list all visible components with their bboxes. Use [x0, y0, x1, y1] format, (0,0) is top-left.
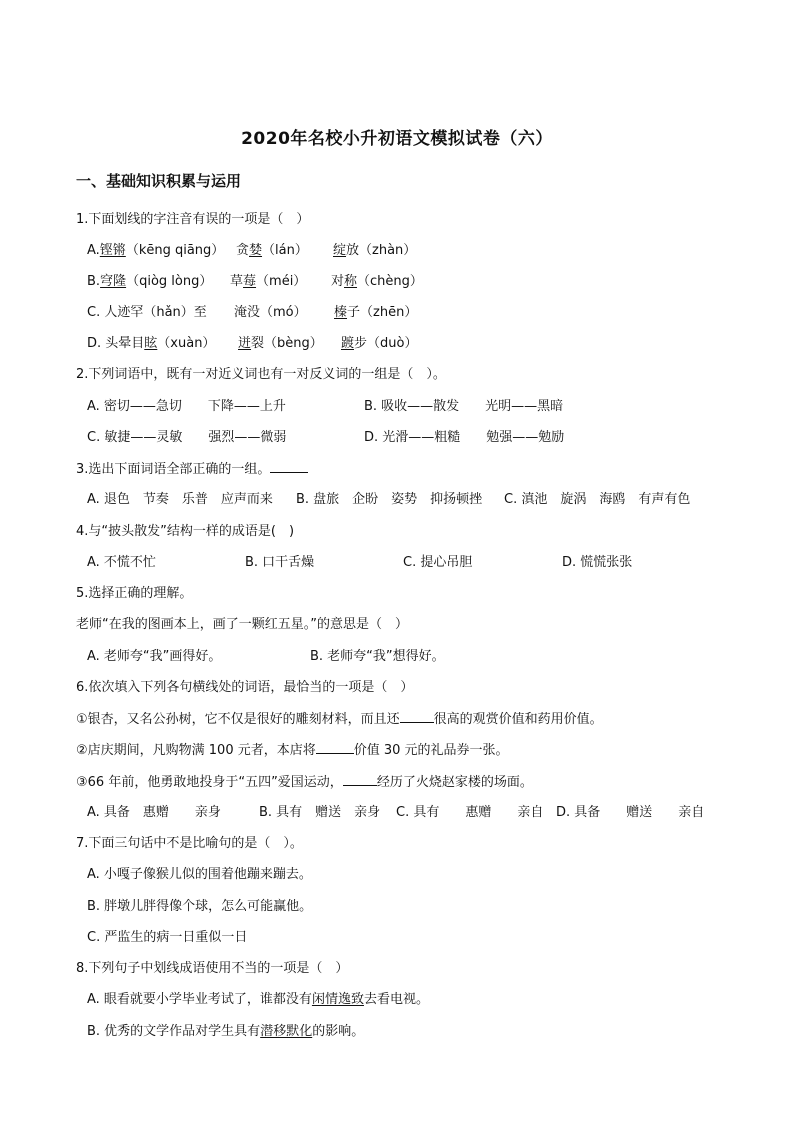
question-4-option-c: C. 提心吊胆	[403, 555, 473, 570]
question-7-option-a: A. 小嘎子像猴儿似的围着他蹦来蹦去。	[87, 867, 312, 882]
question-6-sentence-3: ③66 年前，他勇敢地投身于“五四”爱国运动， 经历了火烧赵家楼的场面。	[76, 775, 533, 790]
answer-blank	[343, 773, 377, 786]
question-7-option-b: B. 胖墩儿胖得像个球，怎么可能赢他。	[87, 899, 313, 914]
question-8-option-a: A. 眼看就要小学毕业考试了，谁都没有闲情逸致去看电视。	[87, 992, 429, 1007]
question-6-stem: 6.依次填入下列各句横线处的词语，最恰当的一项是（ ）	[76, 680, 414, 695]
question-7-option-c: C. 严监生的病一日重似一日	[87, 930, 248, 945]
question-5-stem: 5.选择正确的理解。	[76, 586, 193, 601]
answer-blank	[400, 710, 434, 723]
section-heading: 一、基础知识积累与运用	[76, 172, 242, 190]
question-3-option-a: A. 退色 节奏 乐普 应声而来	[87, 492, 273, 507]
answer-blank	[316, 741, 354, 754]
question-8-stem: 8.下列句子中划线成语使用不当的一项是（ ）	[76, 961, 349, 976]
question-1-option-c: C. 人迹罕（hǎn）至 淹没（mó） 榛子（zhēn）	[87, 305, 418, 320]
question-1-option-a: A.铿锵（kēng qiāng） 贪婪（lán） 绽放（zhàn）	[87, 243, 417, 258]
question-5-option-b: B. 老师夸“我”想得好。	[310, 649, 445, 664]
exam-title: 2020年名校小升初语文模拟试卷（六）	[241, 129, 553, 149]
question-3-option-b: B. 盘旅 企盼 姿势 抑扬顿挫	[296, 492, 483, 507]
question-3-stem: 3.选出下面词语全部正确的一组。	[76, 460, 308, 479]
question-6-option-b: B. 具有 赠送 亲身	[259, 805, 381, 820]
question-8-option-b: B. 优秀的文学作品对学生具有潜移默化的影响。	[87, 1024, 365, 1039]
question-6-sentence-1: ①银杏，又名公孙树，它不仅是很好的雕刻材料，而且还 很高的观赏价值和药用价值。	[76, 712, 603, 727]
question-4-stem: 4.与“披头散发”结构一样的成语是( )	[76, 524, 295, 539]
question-1-option-b: B.穹隆（qiòg lòng） 草莓（méi） 对称（chèng）	[87, 274, 423, 289]
question-1-stem: 1.下面划线的字注音有误的一项是（ ）	[76, 212, 310, 227]
question-5-option-a: A. 老师夸“我”画得好。	[87, 649, 222, 664]
question-6-option-c: C. 具有 惠赠 亲自	[396, 805, 544, 820]
question-4-option-b: B. 口干舌燥	[245, 555, 315, 570]
question-6-sentence-2: ②店庆期间，凡购物满 100 元者，本店将 价值 30 元的礼品券一张。	[76, 743, 509, 758]
question-4-option-d: D. 慌慌张张	[562, 555, 633, 570]
question-2-option-b: B. 吸收——散发 光明——黑暗	[364, 399, 564, 414]
question-3-option-c: C. 滇池 旋涡 海鸥 有声有色	[504, 492, 691, 507]
question-2-option-d: D. 光滑——粗糙 勉强——勉励	[364, 430, 565, 445]
question-6-option-d: D. 具备 赠送 亲自	[556, 805, 705, 820]
question-4-option-a: A. 不慌不忙	[87, 555, 156, 570]
question-2-option-c: C. 敏捷——灵敏 强烈——微弱	[87, 430, 287, 445]
question-2-stem: 2.下列词语中，既有一对近义词也有一对反义词的一组是（ ）。	[76, 367, 446, 382]
question-7-stem: 7.下面三句话中不是比喻句的是（ ）。	[76, 836, 303, 851]
question-6-option-a: A. 具备 惠赠 亲身	[87, 805, 221, 820]
question-2-option-a: A. 密切——急切 下降——上升	[87, 399, 286, 414]
question-1-option-d: D. 头晕目眩（xuàn） 迸裂（bèng） 踱步（duò）	[87, 336, 418, 351]
question-5-prompt: 老师“在我的图画本上，画了一颗红五星。”的意思是（ ）	[76, 617, 408, 632]
answer-blank	[270, 460, 308, 473]
